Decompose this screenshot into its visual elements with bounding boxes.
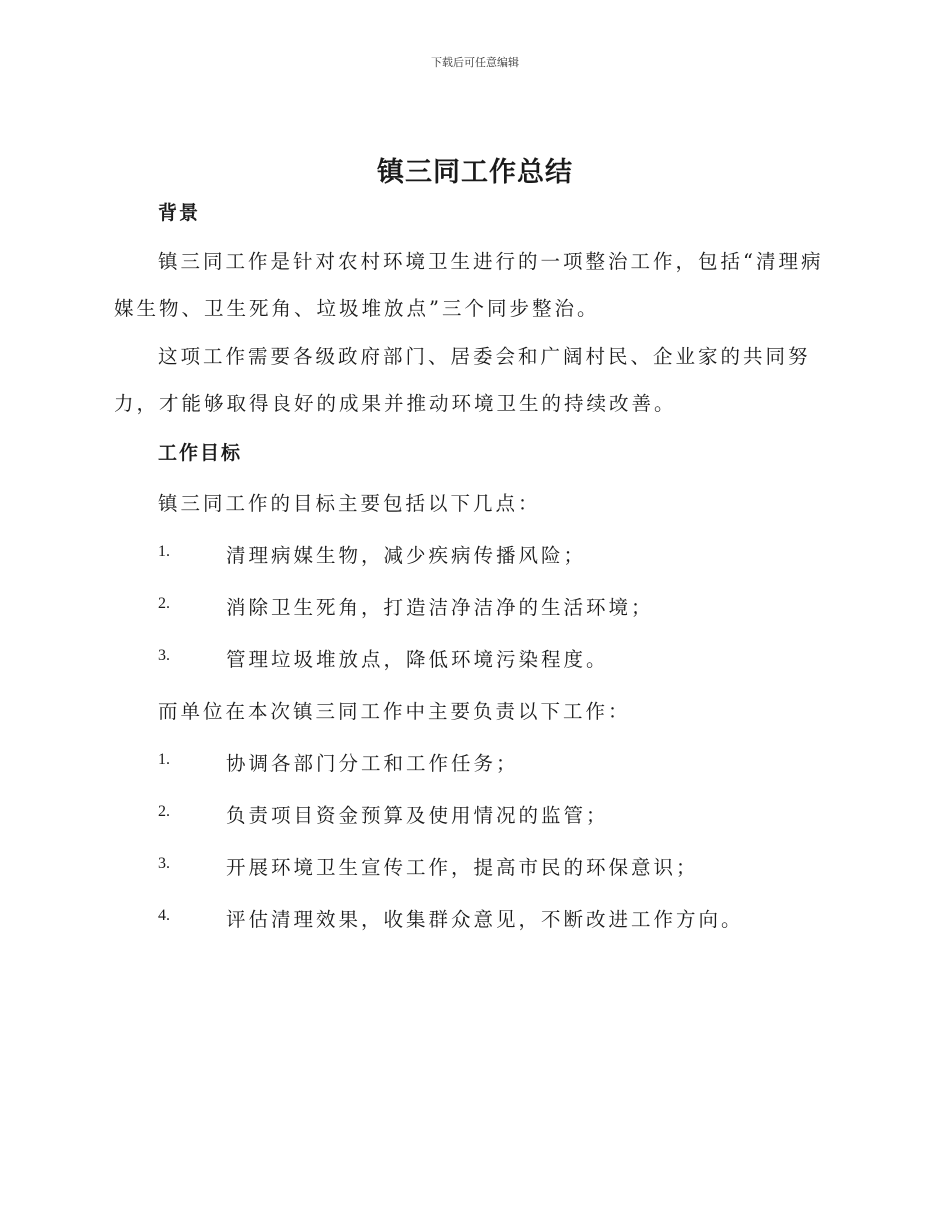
list-number: 3. — [158, 647, 170, 664]
section-heading-goals: 工作目标 — [158, 442, 243, 464]
list-number: 1. — [158, 751, 170, 768]
list-number: 2. — [158, 595, 170, 612]
list-text: 清理病媒生物，减少疾病传播风险； — [226, 544, 587, 567]
duties-intro: 而单位在本次镇三同工作中主要负责以下工作： — [158, 700, 631, 723]
list-number: 1. — [158, 543, 170, 560]
page-header-note: 下载后可任意编辑 — [431, 56, 519, 69]
goals-intro: 镇三同工作的目标主要包括以下几点： — [158, 492, 541, 515]
list-text: 负责项目资金预算及使用情况的监管； — [226, 804, 609, 827]
list-text: 管理垃圾堆放点，降低环境污染程度。 — [226, 648, 609, 671]
document-title: 镇三同工作总结 — [377, 157, 573, 188]
list-text: 评估清理效果，收集群众意见，不断改进工作方向。 — [226, 908, 744, 931]
background-paragraph-1: 镇三同工作是针对农村环境卫生进行的一项整治工作，包括“清理病媒生物、卫生死角、垃圾堆放点”三个同步整治。 — [114, 250, 824, 320]
list-text: 协调各部门分工和工作任务； — [226, 752, 519, 775]
list-number: 4. — [158, 907, 170, 924]
section-heading-background: 背景 — [158, 202, 201, 224]
background-paragraph-2: 这项工作需要各级政府部门、居委会和广阔村民、企业家的共同努力，才能够取得良好的成果并推动环境卫生的持续改善。 — [114, 345, 811, 415]
list-number: 3. — [158, 855, 170, 872]
list-text: 开展环境卫生宣传工作，提高市民的环保意识； — [226, 856, 699, 879]
list-number: 2. — [158, 803, 170, 820]
list-text: 消除卫生死角，打造洁净洁净的生活环境； — [226, 596, 654, 619]
